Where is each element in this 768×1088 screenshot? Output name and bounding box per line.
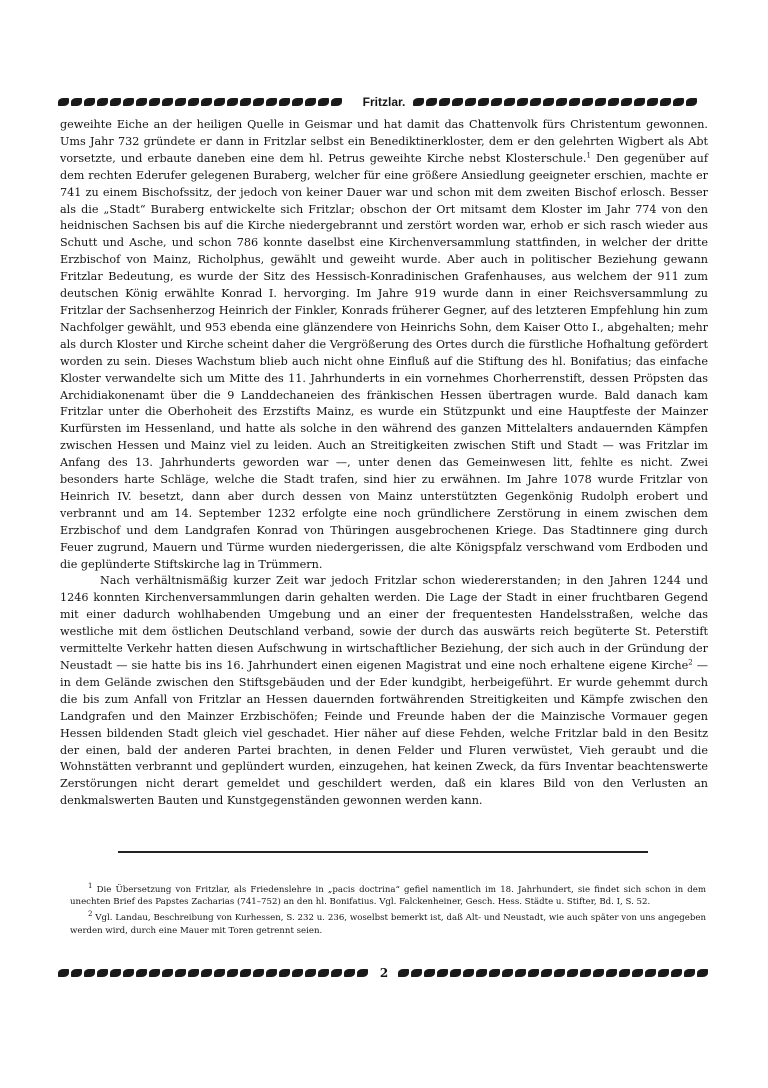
footnotes xyxy=(70,884,706,941)
body-text xyxy=(60,117,708,810)
paragraph-1 xyxy=(60,117,708,573)
footnote-2-mark: 2 xyxy=(88,910,93,919)
footnote-divider xyxy=(118,851,648,853)
paragraph-2-part-b: — in dem Gelände zwischen den Stiftsgebäuden und der Eder kundgibt, herbeigeführt. Er wurde gehemmt durch die bis zum Anfall von Fritzlar an Hessen dauernden fortwährenden Streitigkeiten und Kämpfe zwischen den Landgrafen und den Mainzer Erzbischöfen; Feinde und Freunde haben der die Mainzische Vormauer gegen Hessen bildenden Stadt gleich viel geschadet. Hier näher auf diese Fehden, welche Fritzlar bald in den Besitz der einen, bald der anderen Partei brachten, in denen Felder und Fluren verwüstet, Vieh geraubt und die Wohnstätten verbrannt und geplündert wurden, einzugehen, hat keinen Zweck, da fürs Inventar beachtenswerte Zerstörungen nicht derart gemeldet und geschildert werden, daß ein klares Bild von den Verlusten an denkmalswerten Bauten und Kunstgegenständen gewonnen werden kann. xyxy=(60,659,708,808)
header-ornament-left xyxy=(58,98,355,107)
page-footer xyxy=(58,965,710,981)
footnote-2 xyxy=(70,912,706,936)
running-title: Fritzlar. xyxy=(362,95,406,109)
footnote-1-mark: 1 xyxy=(88,882,93,891)
footer-ornament-left xyxy=(58,969,370,978)
paragraph-2-part-a: Nach verhältnismäßig kurzer Zeit war jedoch Fritzlar schon wiedererstanden; in den Jahren 1244 und 1246 konnten Kirchenversammlungen darin gehalten werden. Die Lage der Stadt in einer fruchtbaren Gegend mit einer dadurch wohlhabenden Umgebung und an einer der frequentesten Handelsstraßen, welche das westliche mit dem östlichen Deutschland verband, sowie der durch das auswärts reich begüterte St. Peterstift vermittelte Verkehr hatten diesen Aufschwung in wirtschaftlicher Beziehung, der sich auch in der Gründung der Neustadt — sie hatte bis ins 16. Jahrhundert einen eigenen Magistrat und eine noch erhaltene eigene Kirche xyxy=(60,574,708,672)
footnote-1-text: Die Übersetzung von Fritzlar, als Friedenslehre in „pacis doctrina“ gefiel namentlich im 18. Jahrhundert, sie findet sich schon in dem unechten Brief des Papstes Zacharias (741–752) an den hl. Bonifatius. Vgl. Falckenheiner, Gesch. Hess. Städte u. Stifter, Bd. I, S. 52. xyxy=(70,885,706,908)
paragraph-1-part-a: geweihte Eiche an der heiligen Quelle in Geismar und hat damit das Chattenvolk fürs Christentum gewonnen. Ums Jahr 732 gründete er dann in Fritzlar selbst ein Benediktinerkloster, dem er den gelehrten Wigbert als Abt vorsetzte, und erbaute daneben eine dem hl. Petrus geweihte Kirche nebst Klosterschule. xyxy=(60,118,708,165)
footnote-ref-2: 2 xyxy=(688,658,693,667)
page-number: 2 xyxy=(379,966,389,980)
running-header xyxy=(58,94,710,110)
paragraph-1-part-b: Den gegenüber auf dem rechten Ederufer gelegenen Buraberg, welcher für eine größere Ansiedlung geeigneter erschien, machte er 741 zu einem Bischofssitz, der jedoch von keiner Dauer war und schon mit dem zweiten Bischof erlosch. Besser als die „Stadt“ Buraberg entwickelte sich Fritzlar; obschon der Ort mitsamt dem Kloster im Jahr 774 von den heidnischen Sachsen bis auf die Kirche niedergebrannt und zerstört worden war, erhob er sich rasch wieder aus Schutt und Asche, und schon 786 konnte daselbst eine Kirchenversammlung stattfinden, in welcher der dritte Erzbischof von Mainz, Richolphus, gewählt und geweiht wurde. Aber auch in politischer Beziehung gewann Fritzlar Bedeutung, es wurde der Sitz des Hessisch-Konradinischen Grafenhauses, aus welchem der 911 zum deutschen König erwählte Konrad I. hervorging. Im Jahre 919 wurde dann in einer Reichsversammlung zu Fritzlar der Sachsenherzog Heinrich der Finkler, Konrads früherer Gegner, auf des letzteren Empfehlung hin zum Nachfolger gewählt, und 953 ebenda eine glänzendere von Heinrichs Sohn, dem Kaiser Otto I., abgehalten; mehr als durch Kloster und Kirche scheint daher die Vergrößerung des Ortes durch die fürstliche Hofhaltung gefördert worden zu sein. Dieses Wachstum blieb auch nicht ohne Einfluß auf die Stiftung des hl. Bonifatius; das einfache Kloster verwandelte sich um Mitte des 11. Jahrhunderts in ein vornehmes Chorherrenstift, dessen Pröpsten das Archidiakonenamt über die 9 Landdechaneien des fränkischen Hessen übertragen wurde. Bald danach kam Fritzlar unter die Oberhoheit des Erzstifts Mainz, es wurde ein Stützpunkt und eine Hauptfeste der Mainzer Kurfürsten im Hessenland, und hatte als solche in den während des ganzen Mittelalters andauernden Kämpfen zwischen Hessen und Mainz viel zu leiden. Auch an Streitigkeiten zwischen Stift und Stadt — was Fritzlar im Anfang des 13. Jahrhunderts geworden war —, unter denen das Gemeinwesen litt, fehlte es nicht. Zwei besonders harte Schläge, welche die Stadt trafen, sind hier zu erwähnen. Im Jahre 1078 wurde Fritzlar von Heinrich IV. besetzt, dann aber durch dessen von Mainz unterstützten Gegenkönig Rudolph erobert und verbrannt und am 14. September 1232 erfolgte eine noch gründlichere Zerstörung in einem zwischen dem Erzbischof und dem Landgrafen Konrad von Thüringen ausgebrochenen Kriege. Das Stadtinnere ging durch Feuer zugrund, Mauern und Türme wurden niedergerissen, die alte Königspfalz verschwand vom Erdboden und die geplünderte Stiftskirche lag in Trümmern. xyxy=(60,151,708,571)
header-ornament-right xyxy=(413,98,710,107)
footnote-1 xyxy=(70,884,706,908)
paragraph-2 xyxy=(60,573,708,810)
footnote-2-text: Vgl. Landau, Beschreibung von Kurhessen, S. 232 u. 236, woselbst bemerkt ist, daß Alt- und Neustadt, wie auch später von uns angegeben werden wird, durch eine Mauer mit Toren getrennt seien. xyxy=(70,913,706,936)
footnote-ref-1: 1 xyxy=(586,151,591,160)
footer-ornament-right xyxy=(398,969,710,978)
